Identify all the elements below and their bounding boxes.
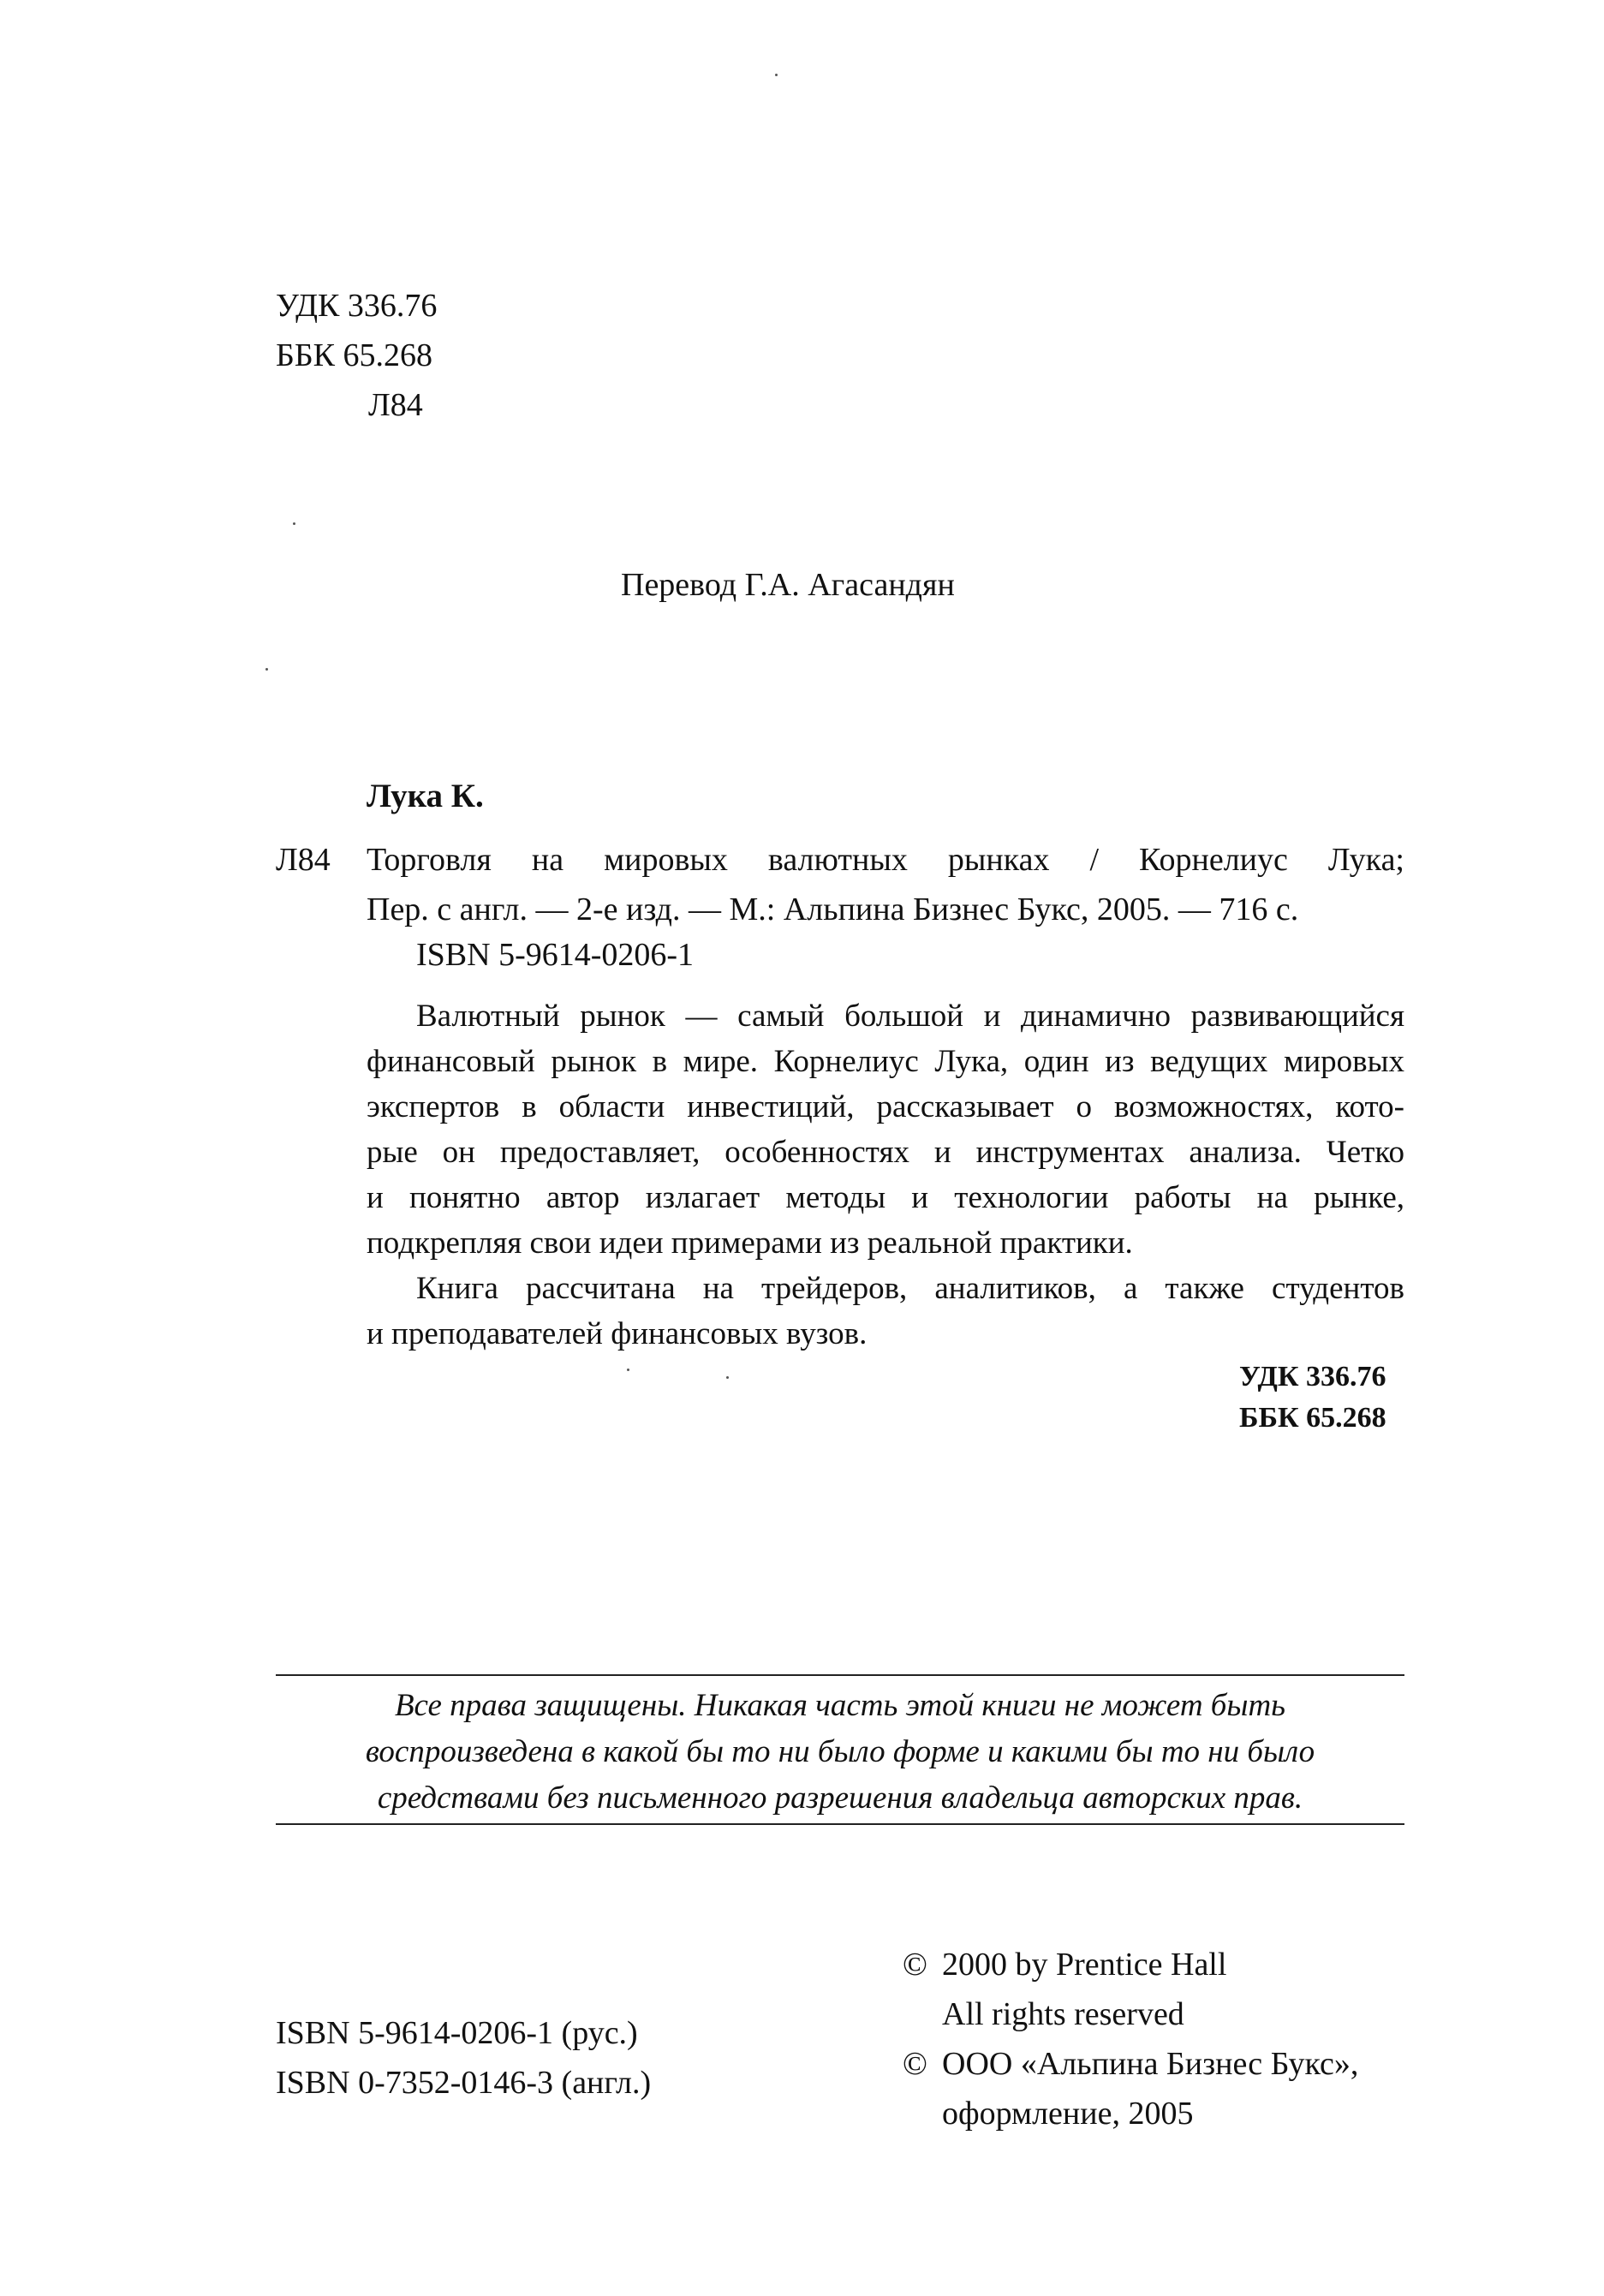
annotation-line: и преподавателей финансовых вузов.: [367, 1316, 868, 1351]
classification-codes: [276, 281, 437, 430]
author-mark-code: Л84: [368, 387, 423, 423]
bbk-code: ББК 65.268: [276, 337, 432, 373]
rights-line: Все права защищены. Никакая часть этой книги не может быть: [394, 1688, 1286, 1723]
biblio-line: Пер. с англ. — 2-е изд. — М.: Альпина Бизнес Букс, 2005. — 716 с.: [367, 892, 1299, 927]
isbn-block: [276, 2008, 651, 2108]
copyright-line: © 2000 by Prentice Hall: [903, 1940, 1358, 1989]
copyright-block: [903, 1940, 1358, 2138]
copyright-icon: ©: [903, 2046, 927, 2082]
annotation-line: Валютный рынок — самый большой и динамично развивающийся: [416, 999, 1404, 1034]
annotation-line: Книга рассчитана на трейдеров, аналитиков, а также студентов: [416, 1271, 1404, 1306]
scan-speck: [726, 1376, 729, 1379]
udk-code: УДК 336.76: [276, 288, 438, 324]
annotation-line: экспертов в области инвестиций, рассказывает о возможностях, кото-: [367, 1089, 1404, 1124]
entry-isbn: ISBN 5-9614-0206-1: [416, 937, 695, 973]
annotation-line: подкрепляя свои идеи примерами из реальной практики.: [367, 1226, 1133, 1261]
annotation-line: финансовый рынок в мире. Корнелиус Лука, один из ведущих мировых: [367, 1044, 1404, 1079]
annotation: [367, 993, 1404, 1357]
bbk-code: ББК 65.268: [1239, 1402, 1386, 1434]
copyright-line: © ООО «Альпина Бизнес Букс»,: [903, 2039, 1358, 2089]
copyright-line: оформление, 2005: [942, 2096, 1194, 2132]
entry-mark: Л84: [276, 842, 331, 878]
scan-speck: [293, 522, 295, 525]
annotation-line: рые он предоставляет, особенностях и инструментах анализа. Четко: [367, 1135, 1404, 1170]
isbn-en: ISBN 0-7352-0146-3 (англ.): [276, 2065, 652, 2101]
scan-speck: [775, 74, 778, 76]
rights-notice: [276, 1683, 1404, 1822]
divider: [276, 1674, 1404, 1676]
copyright-icon: ©: [903, 1947, 927, 1983]
bottom-classification: [1239, 1357, 1386, 1439]
isbn-ru: ISBN 5-9614-0206-1 (рус.): [276, 2015, 638, 2051]
scan-speck: [627, 1369, 629, 1371]
bibliographic-description: [367, 835, 1404, 934]
divider: [276, 1823, 1404, 1825]
biblio-line: Торговля на мировых валютных рынках / Корнелиус Лука;: [367, 842, 1404, 878]
udk-code: УДК 336.76: [1239, 1361, 1386, 1393]
translator-credit: Перевод Г.А. Агасандян: [621, 567, 955, 603]
annotation-line: и понятно автор излагает методы и технологии работы на рынке,: [367, 1180, 1404, 1215]
copyright-line: All rights reserved: [942, 1996, 1184, 2032]
rights-line: воспроизведена в какой бы то ни было форме и какими бы то ни было: [365, 1734, 1315, 1769]
entry-author: Лука К.: [367, 778, 484, 814]
scan-speck: [265, 668, 268, 671]
rights-line: средствами без письменного разрешения владельца авторских прав.: [377, 1780, 1303, 1816]
